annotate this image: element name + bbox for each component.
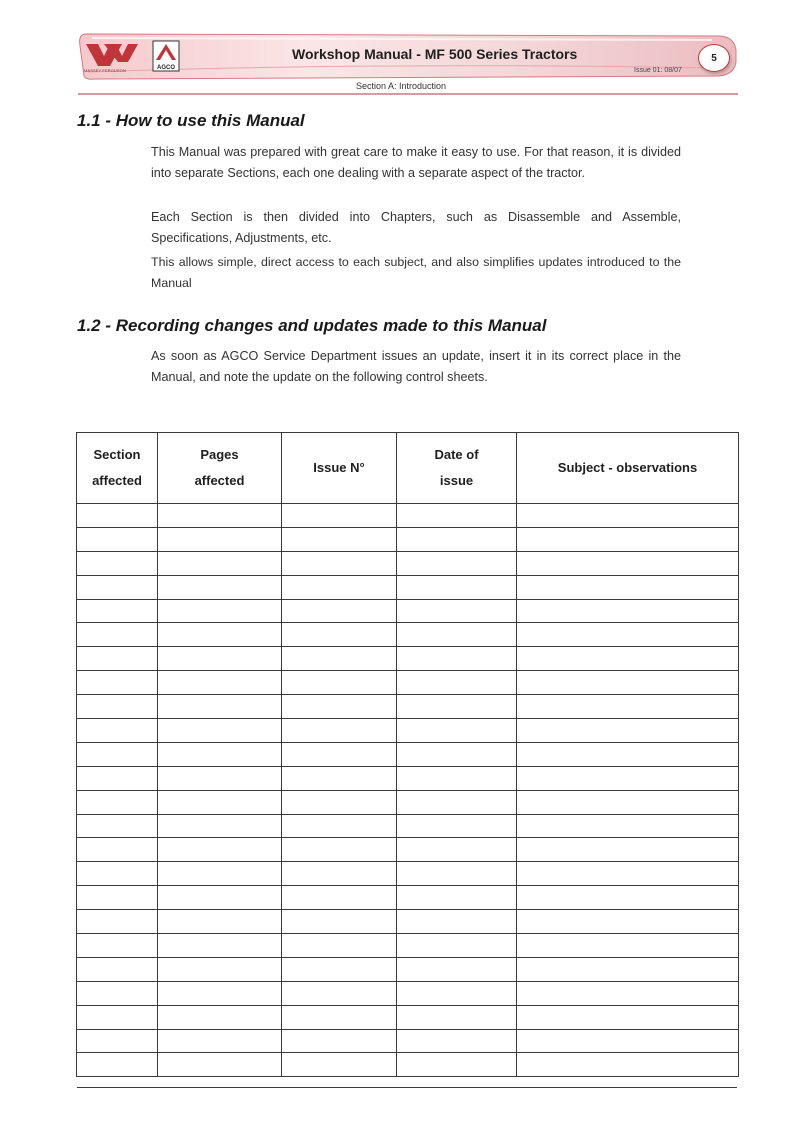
table-cell[interactable]	[282, 527, 397, 551]
table-cell[interactable]	[282, 1005, 397, 1029]
table-cell[interactable]	[77, 504, 158, 528]
table-cell[interactable]	[77, 981, 158, 1005]
table-cell[interactable]	[517, 504, 739, 528]
table-cell[interactable]	[158, 551, 282, 575]
table-cell[interactable]	[77, 886, 158, 910]
table-cell[interactable]	[517, 623, 739, 647]
table-cell[interactable]	[282, 504, 397, 528]
table-cell[interactable]	[77, 647, 158, 671]
table-cell[interactable]	[282, 695, 397, 719]
table-cell[interactable]	[77, 742, 158, 766]
table-cell[interactable]	[517, 981, 739, 1005]
table-cell[interactable]	[397, 934, 517, 958]
table-cell[interactable]	[77, 671, 158, 695]
table-row[interactable]	[77, 719, 739, 743]
table-cell[interactable]	[282, 671, 397, 695]
table-cell[interactable]	[158, 766, 282, 790]
table-cell[interactable]	[517, 1005, 739, 1029]
table-cell[interactable]	[397, 742, 517, 766]
table-cell[interactable]	[158, 623, 282, 647]
table-row[interactable]	[77, 766, 739, 790]
manual-title: Workshop Manual - MF 500 Series Tractors	[292, 46, 578, 62]
table-cell[interactable]	[158, 814, 282, 838]
table-cell[interactable]	[397, 981, 517, 1005]
table-cell[interactable]	[517, 814, 739, 838]
table-cell[interactable]	[77, 862, 158, 886]
table-cell[interactable]	[158, 647, 282, 671]
table-cell[interactable]	[517, 934, 739, 958]
table-cell[interactable]	[77, 1029, 158, 1053]
table-cell[interactable]	[397, 838, 517, 862]
table-cell[interactable]	[158, 790, 282, 814]
table-cell[interactable]	[517, 886, 739, 910]
table-cell[interactable]	[517, 838, 739, 862]
table-cell[interactable]	[517, 1029, 739, 1053]
column-header-pages-affected: Pages affected	[158, 433, 282, 504]
table-row[interactable]	[77, 671, 739, 695]
column-header-date-of-issue: Date of issue	[397, 433, 517, 504]
table-row[interactable]	[77, 527, 739, 551]
table-cell[interactable]	[282, 862, 397, 886]
table-cell[interactable]	[517, 647, 739, 671]
table-cell[interactable]	[282, 1029, 397, 1053]
table-cell[interactable]	[77, 719, 158, 743]
table-cell[interactable]	[158, 957, 282, 981]
table-row[interactable]	[77, 695, 739, 719]
table-cell[interactable]	[517, 862, 739, 886]
table-cell[interactable]	[517, 766, 739, 790]
table-cell[interactable]	[158, 671, 282, 695]
table-cell[interactable]	[158, 695, 282, 719]
table-cell[interactable]	[397, 695, 517, 719]
massey-ferguson-logo-text: MASSEY FERGUSON	[84, 68, 126, 73]
column-header-subject-observations: Subject - observations	[517, 433, 739, 504]
section-heading-1-1: 1.1 - How to use this Manual	[77, 111, 305, 130]
table-cell[interactable]	[77, 695, 158, 719]
table-cell[interactable]	[158, 862, 282, 886]
table-cell[interactable]	[282, 957, 397, 981]
paragraph: As soon as AGCO Service Department issues an update, insert it in its correct place in the Manual, and note the update on the following control sheets.	[151, 349, 681, 384]
table-row[interactable]	[77, 504, 739, 528]
table-cell[interactable]	[282, 742, 397, 766]
table-cell[interactable]	[397, 910, 517, 934]
table-cell[interactable]	[282, 719, 397, 743]
table-cell[interactable]	[517, 790, 739, 814]
page-number-badge	[698, 44, 730, 72]
table-cell[interactable]	[517, 575, 739, 599]
table-body	[77, 504, 739, 1077]
table-cell[interactable]	[282, 910, 397, 934]
table-cell[interactable]	[517, 742, 739, 766]
table-cell[interactable]	[158, 1029, 282, 1053]
paragraph: This allows simple, direct access to each subject, and also simplifies updates introduced to the Manual	[151, 255, 681, 290]
paragraph: Each Section is then divided into Chapters, such as Disassemble and Assemble, Specifications, Adjustments, etc.	[151, 210, 681, 245]
table-cell[interactable]	[517, 1053, 739, 1077]
table-cell[interactable]	[397, 1053, 517, 1077]
table-cell[interactable]	[282, 623, 397, 647]
table-row[interactable]	[77, 623, 739, 647]
table-cell[interactable]	[77, 599, 158, 623]
table-cell[interactable]	[77, 527, 158, 551]
table-cell[interactable]	[397, 886, 517, 910]
table-cell[interactable]	[517, 671, 739, 695]
table-cell[interactable]	[77, 814, 158, 838]
table-cell[interactable]	[158, 910, 282, 934]
table-cell[interactable]	[517, 599, 739, 623]
table-cell[interactable]	[282, 575, 397, 599]
table-cell[interactable]	[158, 742, 282, 766]
table-row[interactable]	[77, 647, 739, 671]
table-cell[interactable]	[282, 647, 397, 671]
table-row[interactable]	[77, 790, 739, 814]
table-cell[interactable]	[77, 575, 158, 599]
paragraph: This Manual was prepared with great care to make it easy to use. For that reason, it is divided into separate Sections, each one dealing with a separate aspect of the tractor.	[151, 145, 681, 180]
table-cell[interactable]	[397, 647, 517, 671]
table-cell[interactable]	[158, 838, 282, 862]
header-divider	[78, 93, 738, 95]
table-cell[interactable]	[282, 766, 397, 790]
table-cell[interactable]	[282, 934, 397, 958]
agco-logo-text: AGCO	[157, 65, 175, 71]
table-row[interactable]	[77, 910, 739, 934]
table-cell[interactable]	[397, 504, 517, 528]
table-row[interactable]	[77, 575, 739, 599]
table-cell[interactable]	[397, 623, 517, 647]
table-cell[interactable]	[158, 886, 282, 910]
table-row[interactable]	[77, 551, 739, 575]
table-row[interactable]	[77, 934, 739, 958]
table-cell[interactable]	[282, 599, 397, 623]
table-row[interactable]	[77, 742, 739, 766]
table-cell[interactable]	[397, 1005, 517, 1029]
issue-label: Issue 01: 08/07	[634, 67, 682, 74]
table-cell[interactable]	[77, 910, 158, 934]
table-row[interactable]	[77, 599, 739, 623]
table-cell[interactable]	[397, 1029, 517, 1053]
table-cell[interactable]	[77, 790, 158, 814]
table-cell[interactable]	[397, 862, 517, 886]
table-cell[interactable]	[282, 886, 397, 910]
table-row[interactable]	[77, 1005, 739, 1029]
column-header-issue-number: Issue N°	[282, 433, 397, 504]
table-cell[interactable]	[77, 934, 158, 958]
table-cell[interactable]	[397, 814, 517, 838]
table-cell[interactable]	[282, 981, 397, 1005]
table-cell[interactable]	[158, 527, 282, 551]
table-cell[interactable]	[282, 814, 397, 838]
table-cell[interactable]	[77, 1053, 158, 1077]
section-label: Section A: Introduction	[356, 81, 447, 91]
section-heading-1-2: 1.2 - Recording changes and updates made to this Manual	[77, 316, 547, 335]
table-cell[interactable]	[282, 838, 397, 862]
table-cell[interactable]	[282, 551, 397, 575]
table-cell[interactable]	[517, 957, 739, 981]
table-cell[interactable]	[397, 957, 517, 981]
table-cell[interactable]	[517, 695, 739, 719]
table-cell[interactable]	[282, 790, 397, 814]
page-header	[78, 32, 738, 80]
table-row[interactable]	[77, 1053, 739, 1077]
table-row[interactable]	[77, 981, 739, 1005]
table-header-row	[77, 433, 739, 504]
table-cell[interactable]	[158, 1005, 282, 1029]
table-cell[interactable]	[77, 957, 158, 981]
page-number: 5	[711, 52, 717, 64]
table-cell[interactable]	[397, 790, 517, 814]
table-cell[interactable]	[397, 719, 517, 743]
table-cell[interactable]	[517, 910, 739, 934]
table-cell[interactable]	[397, 599, 517, 623]
table-cell[interactable]	[77, 766, 158, 790]
column-header-section-affected: Section affected	[77, 433, 158, 504]
footer-divider	[77, 1087, 737, 1088]
table-cell[interactable]	[77, 551, 158, 575]
table-cell[interactable]	[158, 575, 282, 599]
table-cell[interactable]	[77, 838, 158, 862]
table-cell[interactable]	[397, 551, 517, 575]
table-cell[interactable]	[517, 719, 739, 743]
table-cell[interactable]	[158, 719, 282, 743]
table-cell[interactable]	[158, 1053, 282, 1077]
table-cell[interactable]	[397, 671, 517, 695]
table-row[interactable]	[77, 886, 739, 910]
table-cell[interactable]	[77, 623, 158, 647]
table-cell[interactable]	[158, 981, 282, 1005]
table-row[interactable]	[77, 957, 739, 981]
table-cell[interactable]	[158, 599, 282, 623]
table-cell[interactable]	[517, 527, 739, 551]
table-cell[interactable]	[397, 527, 517, 551]
update-control-table	[76, 432, 739, 1077]
table-row[interactable]	[77, 814, 739, 838]
table-cell[interactable]	[158, 504, 282, 528]
table-row[interactable]	[77, 838, 739, 862]
table-row[interactable]	[77, 862, 739, 886]
table-cell[interactable]	[77, 1005, 158, 1029]
table-cell[interactable]	[517, 551, 739, 575]
table-row[interactable]	[77, 1029, 739, 1053]
table-cell[interactable]	[397, 575, 517, 599]
table-cell[interactable]	[158, 934, 282, 958]
table-cell[interactable]	[282, 1053, 397, 1077]
table-cell[interactable]	[397, 766, 517, 790]
